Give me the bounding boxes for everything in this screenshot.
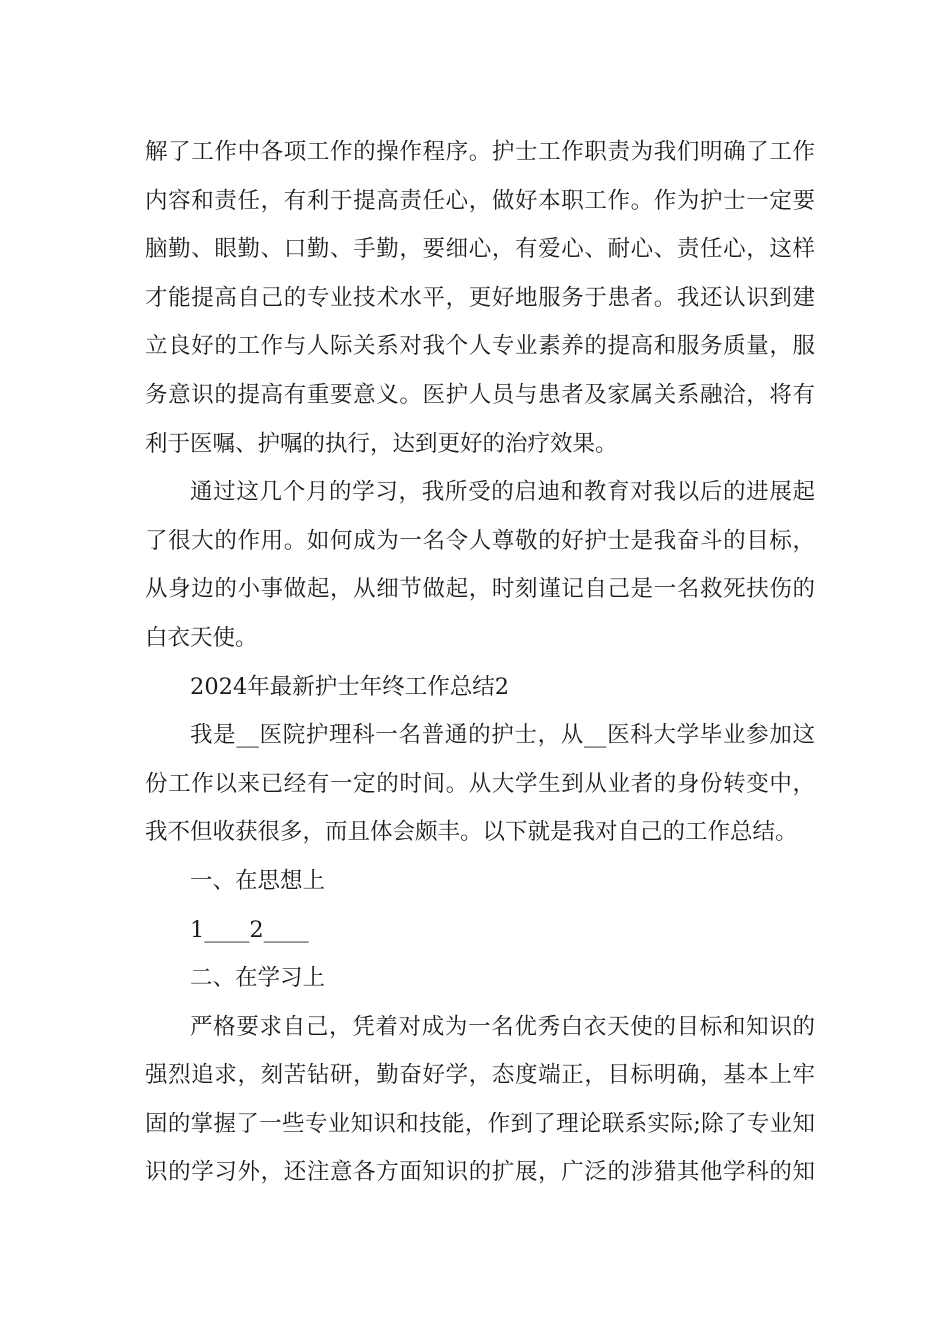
- placeholder-text: 1____2____: [190, 916, 309, 943]
- document-body: [145, 128, 815, 1197]
- subheading-line: 二、在学习上: [190, 965, 326, 992]
- text-line: 通过这几个月的学习，我所受的启迪和教育对我以后的进展起: [190, 479, 815, 506]
- paragraph-3: [145, 711, 815, 857]
- text-line: 了很大的作用。如何成为一名令人尊敬的好护士是我奋斗的目标，: [145, 527, 815, 554]
- text-line: 识的学习外，还注意各方面知识的扩展，广泛的涉猎其他学科的知: [145, 1159, 815, 1186]
- text-line: 从身边的小事做起，从细节做起，时刻谨记自己是一名救死扶伤的: [145, 576, 815, 603]
- text-line: 强烈追求，刻苦钻研，勤奋好学，态度端正，目标明确，基本上牢: [145, 1062, 815, 1089]
- text-line: 严格要求自己，凭着对成为一名优秀白衣天使的目标和知识的: [190, 1013, 815, 1040]
- text-line: 白衣天使。: [145, 624, 258, 651]
- heading-line: 2024年最新护士年终工作总结2: [190, 673, 510, 700]
- text-line: 我不但收获很多，而且体会颇丰。以下就是我对自己的工作总结。: [145, 819, 798, 846]
- subheading-thought: [145, 857, 815, 906]
- text-line: 立良好的工作与人际关系对我个人专业素养的提高和服务质量，服: [145, 333, 815, 360]
- text-line: 务意识的提高有重要意义。医护人员与患者及家属关系融洽，将有: [145, 381, 815, 408]
- placeholder-line: [145, 906, 815, 955]
- text-line: 内容和责任，有利于提高责任心，做好本职工作。作为护士一定要: [145, 187, 815, 214]
- paragraph-4: [145, 1003, 815, 1197]
- text-line: 我是__医院护理科一名普通的护士，从__医科大学毕业参加这: [190, 722, 815, 749]
- subheading-study: [145, 954, 815, 1003]
- text-line: 解了工作中各项工作的操作程序。护士工作职责为我们明确了工作: [145, 139, 815, 165]
- section-heading: [145, 663, 815, 712]
- text-line: 利于医嘱、护嘱的执行，达到更好的治疗效果。: [145, 430, 618, 457]
- text-line: 脑勤、眼勤、口勤、手勤，要细心，有爱心、耐心、责任心，这样: [145, 236, 815, 263]
- paragraph-2: [145, 468, 815, 662]
- text-line: 固的掌握了一些专业知识和技能，作到了理论联系实际;除了专业知: [145, 1110, 815, 1137]
- paragraph-1: [145, 128, 815, 468]
- text-line: 才能提高自己的专业技术水平，更好地服务于患者。我还认识到建: [145, 284, 815, 311]
- subheading-line: 一、在思想上: [190, 867, 326, 894]
- text-line: 份工作以来已经有一定的时间。从大学生到从业者的身份转变中，: [145, 770, 815, 797]
